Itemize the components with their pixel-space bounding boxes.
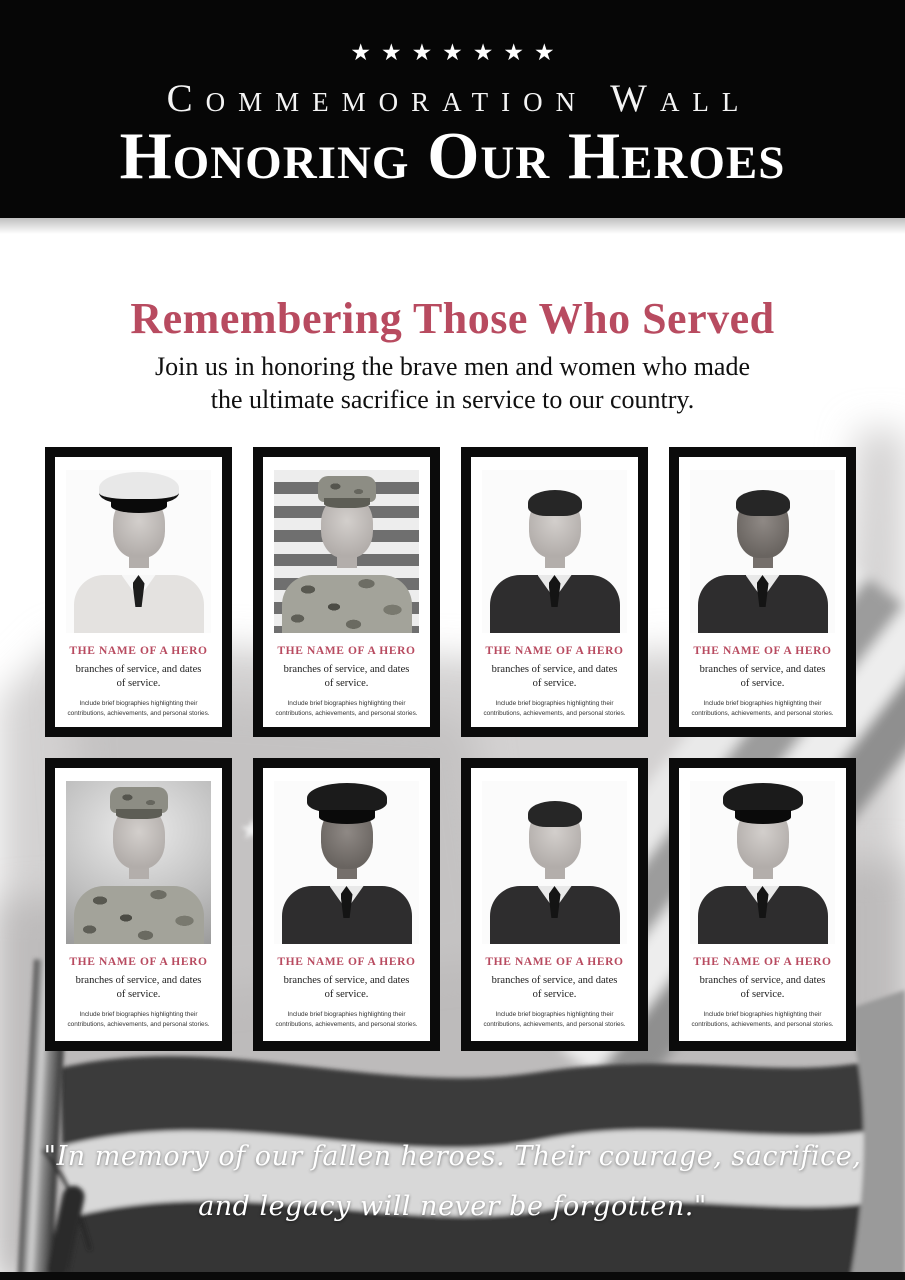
- hero-service-dates: branches of service, and dates of service.: [699, 975, 826, 1000]
- portrait-cap-visor: [111, 499, 167, 513]
- hero-bio-placeholder: Include brief biographies highlighting their contributions, achievements, and personal stories.: [67, 700, 210, 717]
- hero-bio-placeholder: Include brief biographies highlighting their contributions, achievements, and personal stories.: [691, 700, 834, 717]
- portrait-hair: [736, 490, 790, 516]
- stars-row-icon: ★★★★★★★: [350, 40, 565, 66]
- hero-name: THE NAME OF A HERO: [277, 645, 416, 657]
- portrait-cap-icon: [307, 783, 387, 813]
- hero-portrait-photo: [690, 781, 835, 944]
- hero-bio-placeholder: Include brief biographies highlighting their contributions, achievements, and personal stories.: [483, 700, 626, 717]
- hero-portrait-photo: [274, 470, 419, 633]
- hero-service-dates: branches of service, and dates of service.: [283, 975, 410, 1000]
- memorial-cards-grid: [45, 447, 856, 1051]
- portrait-uniform: [74, 886, 204, 944]
- memorial-quote: "In memory of our fallen heroes. Their courage, sacrifice, and legacy will never be forgotten.": [43, 1141, 862, 1222]
- hero-name: THE NAME OF A HERO: [485, 645, 624, 657]
- portrait-hair: [528, 490, 582, 516]
- hero-portrait-photo: [274, 781, 419, 944]
- portrait-cap-visor: [735, 810, 791, 824]
- intro-subheading: Join us in honoring the brave men and women who made the ultimate sacrifice in service to our country.: [155, 352, 750, 414]
- hero-card: [253, 758, 440, 1051]
- header-eyebrow: Commemoration Wall: [166, 77, 752, 120]
- hero-card: [461, 447, 648, 737]
- portrait-cap-visor: [319, 810, 375, 824]
- hero-name: THE NAME OF A HERO: [693, 956, 832, 968]
- portrait-hair: [528, 801, 582, 827]
- hero-card: [253, 447, 440, 737]
- hero-portrait-photo: [482, 781, 627, 944]
- hero-portrait-photo: [66, 781, 211, 944]
- hero-bio-placeholder: Include brief biographies highlighting their contributions, achievements, and personal stories.: [483, 1011, 626, 1028]
- hero-card: [461, 758, 648, 1051]
- hero-service-dates: branches of service, and dates of service.: [75, 975, 202, 1000]
- page-title: Honoring Our Heroes: [119, 119, 786, 193]
- hero-service-dates: branches of service, and dates of service.: [699, 664, 826, 689]
- hero-service-dates: branches of service, and dates of service.: [491, 664, 618, 689]
- hero-bio-placeholder: Include brief biographies highlighting their contributions, achievements, and personal stories.: [67, 1011, 210, 1028]
- hero-service-dates: branches of service, and dates of service.: [283, 664, 410, 689]
- portrait-cap-icon: [723, 783, 803, 813]
- hero-bio-placeholder: Include brief biographies highlighting their contributions, achievements, and personal stories.: [691, 1011, 834, 1028]
- footer-bar: [0, 1272, 905, 1280]
- hero-card: [45, 447, 232, 737]
- hero-service-dates: branches of service, and dates of service.: [491, 975, 618, 1000]
- hero-bio-placeholder: Include brief biographies highlighting their contributions, achievements, and personal stories.: [275, 700, 418, 717]
- portrait-uniform: [282, 575, 412, 633]
- header: [0, 0, 905, 218]
- intro-heading: Remembering Those Who Served: [130, 293, 775, 343]
- hero-name: THE NAME OF A HERO: [69, 645, 208, 657]
- portrait-cap-visor: [116, 809, 162, 819]
- hero-name: THE NAME OF A HERO: [693, 645, 832, 657]
- hero-portrait-photo: [66, 470, 211, 633]
- hero-name: THE NAME OF A HERO: [69, 956, 208, 968]
- hero-name: THE NAME OF A HERO: [277, 956, 416, 968]
- hero-card: [669, 758, 856, 1051]
- hero-service-dates: branches of service, and dates of service.: [75, 664, 202, 689]
- hero-card: [45, 758, 232, 1051]
- hero-name: THE NAME OF A HERO: [485, 956, 624, 968]
- hero-bio-placeholder: Include brief biographies highlighting their contributions, achievements, and personal stories.: [275, 1011, 418, 1028]
- portrait-cap-visor: [324, 498, 370, 508]
- hero-portrait-photo: [482, 470, 627, 633]
- hero-portrait-photo: [690, 470, 835, 633]
- header-fade-strip: [0, 218, 905, 234]
- hero-card: [669, 447, 856, 737]
